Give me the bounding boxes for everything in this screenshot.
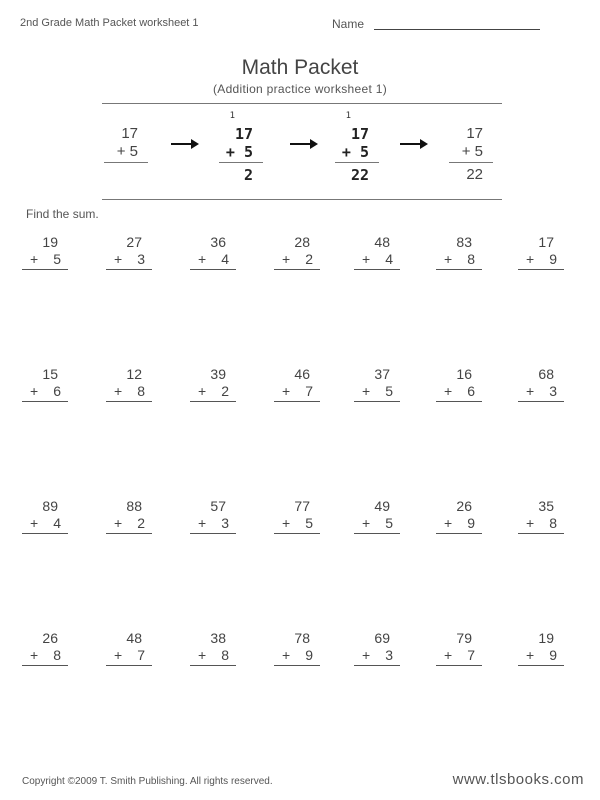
addition-problem <box>190 366 236 408</box>
first-addend: 12 <box>126 366 142 382</box>
plus-sign: + <box>526 251 535 267</box>
second-addend: 9 <box>305 647 313 663</box>
addition-problem <box>22 630 68 672</box>
addition-problem <box>354 366 400 408</box>
addition-problem <box>436 234 482 276</box>
answer-line[interactable] <box>354 401 400 402</box>
second-addend: 6 <box>467 383 475 399</box>
answer-line[interactable] <box>436 533 482 534</box>
answer-line[interactable] <box>106 533 152 534</box>
second-addend: 4 <box>221 251 229 267</box>
page-subtitle: (Addition practice worksheet 1) <box>212 82 388 96</box>
first-addend: 48 <box>126 630 142 646</box>
plus-sign: + <box>198 515 207 531</box>
addition-problem <box>190 234 236 276</box>
answer-line[interactable] <box>436 401 482 402</box>
addition-problem <box>518 630 564 672</box>
answer-line[interactable] <box>436 269 482 270</box>
answer-line[interactable] <box>274 401 320 402</box>
first-addend: 89 <box>42 498 58 514</box>
arrow-icon <box>290 139 318 149</box>
first-addend: 15 <box>42 366 58 382</box>
name-label: Name <box>332 17 365 31</box>
second-addend: 4 <box>53 515 61 531</box>
second-addend: 8 <box>549 515 557 531</box>
answer-line[interactable] <box>354 665 400 666</box>
addition-problem <box>190 630 236 672</box>
example-addend: + 5 <box>225 143 253 161</box>
second-addend: 6 <box>53 383 61 399</box>
addition-problem <box>106 498 152 540</box>
addition-problem <box>274 234 320 276</box>
answer-line[interactable] <box>22 401 68 402</box>
second-addend: 3 <box>221 515 229 531</box>
example-underline <box>335 162 379 163</box>
plus-sign: + <box>114 251 123 267</box>
addition-problem <box>354 630 400 672</box>
first-addend: 26 <box>42 630 58 646</box>
plus-sign: + <box>444 383 453 399</box>
first-addend: 38 <box>210 630 226 646</box>
example-sum: 22 <box>466 166 483 183</box>
answer-line[interactable] <box>436 665 482 666</box>
second-addend: 3 <box>385 647 393 663</box>
example-underline <box>219 162 263 163</box>
instruction: Find the sum. <box>26 207 99 221</box>
plus-sign: + <box>282 251 291 267</box>
plus-sign: + <box>526 647 535 663</box>
example-top-number: 17 <box>121 125 138 142</box>
answer-line[interactable] <box>190 401 236 402</box>
first-addend: 37 <box>374 366 390 382</box>
answer-line[interactable] <box>106 401 152 402</box>
addition-problem <box>22 498 68 540</box>
second-addend: 5 <box>385 515 393 531</box>
first-addend: 17 <box>538 234 554 250</box>
answer-line[interactable] <box>190 533 236 534</box>
plus-sign: + <box>444 515 453 531</box>
answer-line[interactable] <box>22 269 68 270</box>
page-title: Math Packet <box>241 56 359 79</box>
example-underline <box>104 162 148 163</box>
first-addend: 79 <box>456 630 472 646</box>
plus-sign: + <box>30 251 39 267</box>
addition-problem <box>274 498 320 540</box>
answer-line[interactable] <box>22 665 68 666</box>
answer-line[interactable] <box>518 533 564 534</box>
addition-problem <box>274 366 320 408</box>
second-addend: 8 <box>137 383 145 399</box>
first-addend: 78 <box>294 630 310 646</box>
addition-problem <box>436 366 482 408</box>
copyright: Copyright ©2009 T. Smith Publishing. All rights reserved. <box>22 776 273 787</box>
first-addend: 88 <box>126 498 142 514</box>
first-addend: 77 <box>294 498 310 514</box>
first-addend: 57 <box>210 498 226 514</box>
arrow-icon <box>400 139 428 149</box>
addition-problem <box>22 366 68 408</box>
answer-line[interactable] <box>190 269 236 270</box>
worksheet-label: 2nd Grade Math Packet worksheet 1 <box>20 17 199 29</box>
first-addend: 46 <box>294 366 310 382</box>
first-addend: 48 <box>374 234 390 250</box>
plus-sign: + <box>30 647 39 663</box>
plus-sign: + <box>282 383 291 399</box>
second-addend: 2 <box>221 383 229 399</box>
plus-sign: + <box>282 515 291 531</box>
plus-sign: + <box>114 383 123 399</box>
answer-line[interactable] <box>518 269 564 270</box>
answer-line[interactable] <box>22 533 68 534</box>
second-addend: 8 <box>221 647 229 663</box>
addition-problem <box>518 366 564 408</box>
plus-sign: + <box>362 383 371 399</box>
addition-problem <box>190 498 236 540</box>
answer-line[interactable] <box>518 401 564 402</box>
first-addend: 26 <box>456 498 472 514</box>
example-carry: 1 <box>345 111 351 121</box>
plus-sign: + <box>444 251 453 267</box>
website-link[interactable]: www.tlsbooks.com <box>452 771 584 788</box>
second-addend: 9 <box>549 647 557 663</box>
answer-line[interactable] <box>106 269 152 270</box>
example-top-number: 17 <box>350 125 369 143</box>
plus-sign: + <box>198 383 207 399</box>
answer-line[interactable] <box>518 665 564 666</box>
first-addend: 36 <box>210 234 226 250</box>
plus-sign: + <box>114 647 123 663</box>
addition-problem <box>518 498 564 540</box>
second-addend: 7 <box>137 647 145 663</box>
example-step-3 <box>319 111 379 186</box>
plus-sign: + <box>526 515 535 531</box>
answer-line[interactable] <box>354 269 400 270</box>
first-addend: 83 <box>456 234 472 250</box>
plus-sign: + <box>362 647 371 663</box>
plus-sign: + <box>30 515 39 531</box>
answer-line[interactable] <box>274 269 320 270</box>
plus-sign: + <box>362 251 371 267</box>
first-addend: 49 <box>374 498 390 514</box>
second-addend: 2 <box>305 251 313 267</box>
second-addend: 8 <box>53 647 61 663</box>
addition-problem <box>106 630 152 672</box>
name-line[interactable] <box>374 29 540 30</box>
first-addend: 27 <box>126 234 142 250</box>
addition-problem <box>354 234 400 276</box>
second-addend: 5 <box>53 251 61 267</box>
addition-problem <box>22 234 68 276</box>
example-sum: 22 <box>350 166 369 184</box>
example-underline <box>449 162 493 163</box>
example-top-rule <box>102 103 502 104</box>
first-addend: 39 <box>210 366 226 382</box>
arrow-icon <box>171 139 199 149</box>
plus-sign: + <box>198 251 207 267</box>
answer-line[interactable] <box>354 533 400 534</box>
addition-problem <box>106 366 152 408</box>
plus-sign: + <box>30 383 39 399</box>
first-addend: 69 <box>374 630 390 646</box>
second-addend: 3 <box>137 251 145 267</box>
first-addend: 19 <box>538 630 554 646</box>
plus-sign: + <box>362 515 371 531</box>
first-addend: 35 <box>538 498 554 514</box>
first-addend: 16 <box>456 366 472 382</box>
second-addend: 2 <box>137 515 145 531</box>
example-step-4 <box>433 111 493 186</box>
addition-problem <box>274 630 320 672</box>
second-addend: 5 <box>305 515 313 531</box>
second-addend: 9 <box>549 251 557 267</box>
answer-line[interactable] <box>274 665 320 666</box>
plus-sign: + <box>114 515 123 531</box>
second-addend: 7 <box>467 647 475 663</box>
example-sum: 2 <box>243 166 253 184</box>
second-addend: 3 <box>549 383 557 399</box>
addition-problem <box>354 498 400 540</box>
example-carry: 1 <box>229 111 235 121</box>
example-top-number: 17 <box>466 125 483 142</box>
example-step-1 <box>88 111 148 186</box>
addition-problem <box>436 630 482 672</box>
plus-sign: + <box>198 647 207 663</box>
example-addend: + 5 <box>116 143 138 160</box>
example-bottom-rule <box>102 199 502 200</box>
answer-line[interactable] <box>106 665 152 666</box>
example-addend: + 5 <box>341 143 369 161</box>
addition-problem <box>436 498 482 540</box>
plus-sign: + <box>526 383 535 399</box>
second-addend: 7 <box>305 383 313 399</box>
plus-sign: + <box>282 647 291 663</box>
first-addend: 28 <box>294 234 310 250</box>
addition-problem <box>106 234 152 276</box>
plus-sign: + <box>444 647 453 663</box>
second-addend: 4 <box>385 251 393 267</box>
second-addend: 8 <box>467 251 475 267</box>
example-addend: + 5 <box>461 143 483 160</box>
first-addend: 19 <box>42 234 58 250</box>
answer-line[interactable] <box>190 665 236 666</box>
first-addend: 68 <box>538 366 554 382</box>
second-addend: 9 <box>467 515 475 531</box>
addition-problem <box>518 234 564 276</box>
example-step-2 <box>203 111 263 186</box>
second-addend: 5 <box>385 383 393 399</box>
example-top-number: 17 <box>234 125 253 143</box>
answer-line[interactable] <box>274 533 320 534</box>
